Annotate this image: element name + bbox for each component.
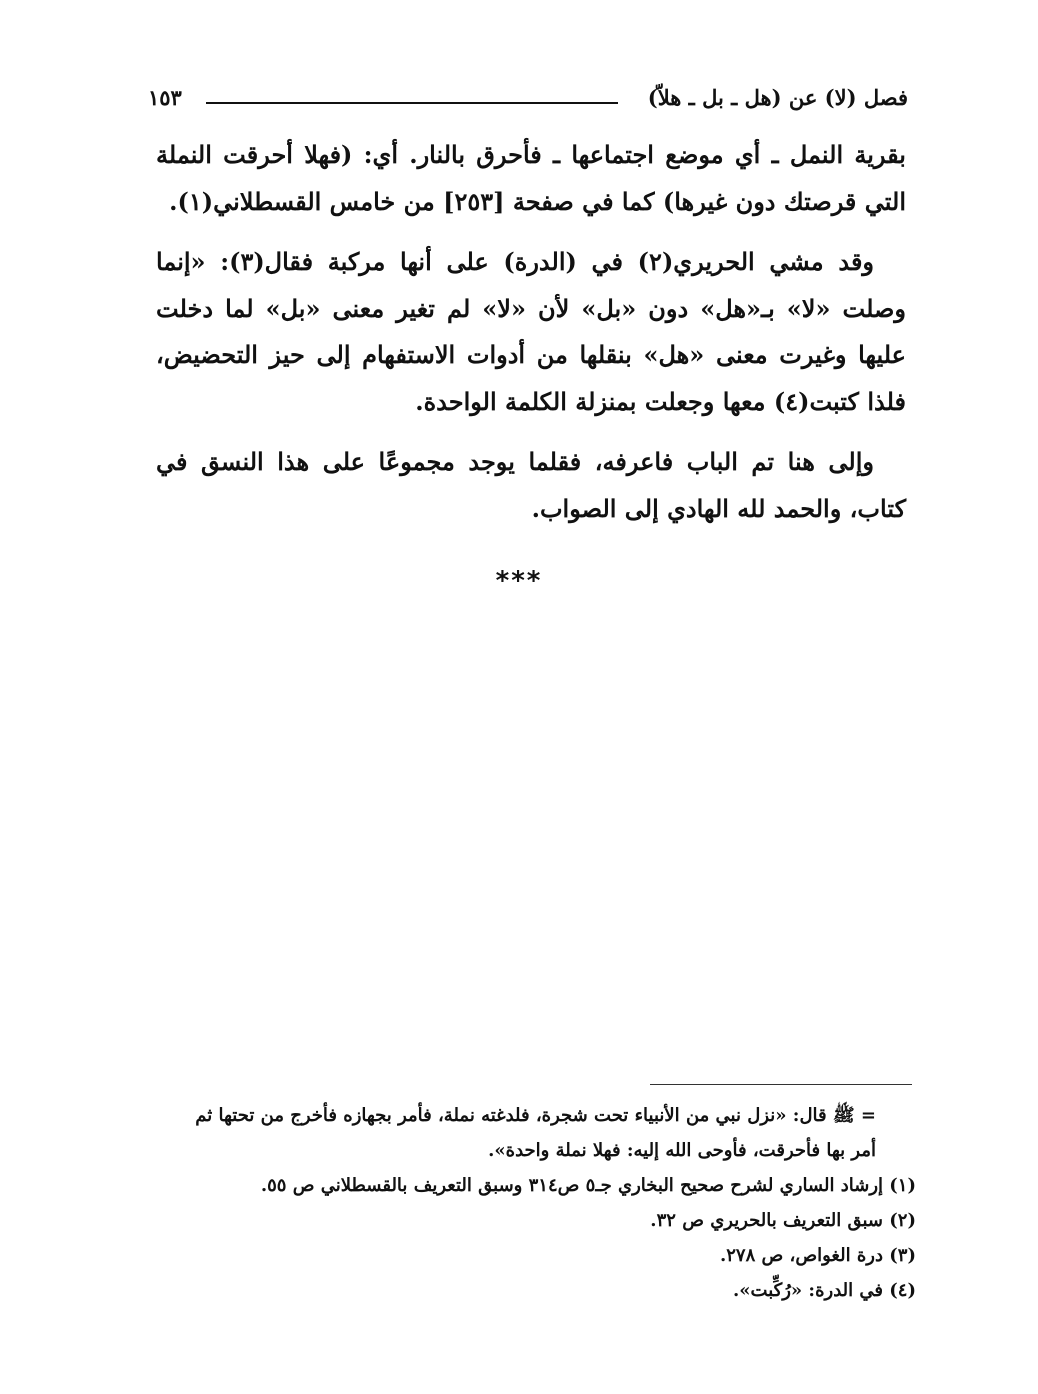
footnote-continuation-text: ﷺ قال: «نزل نبي من الأنبياء تحت شجرة، فلدغته نملة، فأمر بجهازه فأخرج من تحتها ثم أمر بها فأحرقت، فأوحى الله إليه: فهلا نملة واحدة». bbox=[195, 1105, 876, 1161]
footnote-2: (٢) سبق التعريف بالحريري ص ٣٢. bbox=[650, 1210, 916, 1231]
chapter-title: فصل (لا) عن (هل ـ بل ـ هلاّ) bbox=[647, 85, 908, 110]
paragraph-2: وقد مشي الحريري(٢) في (الدرة) على أنها مركبة فقال(٣): «إنما وصلت «لا» بـ«هل» دون «بل» لأن «لا» لم تغير معنى «بل» لما دخلت عليها وغيرت معنى «هل» بنقلها من أدوات الاستفهام إلى حيز التحضيض، فلذا كتبت(٤) معها وجعلت بمنزلة الكلمة الواحدة. bbox=[156, 247, 906, 416]
footnotes bbox=[168, 1098, 916, 1308]
continuation-mark: = bbox=[860, 1105, 876, 1126]
header-rule bbox=[206, 102, 618, 104]
running-header bbox=[148, 84, 908, 116]
section-separator: *** bbox=[495, 566, 543, 596]
main-text bbox=[156, 132, 906, 546]
footnote-rule bbox=[650, 1084, 912, 1085]
footnote-continuation bbox=[168, 1098, 916, 1168]
paragraph-3: وإلى هنا تم الباب فاعرفه، فقلما يوجد مجموعًا على هذا النسق في كتاب، والحمد لله الهادي إلى الصواب. bbox=[156, 447, 906, 523]
footnote-3: (٣) درة الغواص، ص ٢٧٨. bbox=[719, 1245, 916, 1266]
paragraph-1: بقرية النمل ـ أي موضع اجتماعها ـ فأحرق بالنار. أي: (فهلا أحرقت النملة التي قرصتك دون غيرها) كما في صفحة [٢٥٣] من خامس القسطلاني(١). bbox=[156, 140, 906, 216]
footnote-1: (١) إرشاد الساري لشرح صحيح البخاري جـ٥ ص٣١٤ وسبق التعريف بالقسطلاني ص ٥٥. bbox=[260, 1175, 916, 1196]
footnote-4: (٤) في الدرة: «رُكِّبت». bbox=[733, 1280, 916, 1301]
page-number: ١٥٣ bbox=[148, 85, 182, 110]
